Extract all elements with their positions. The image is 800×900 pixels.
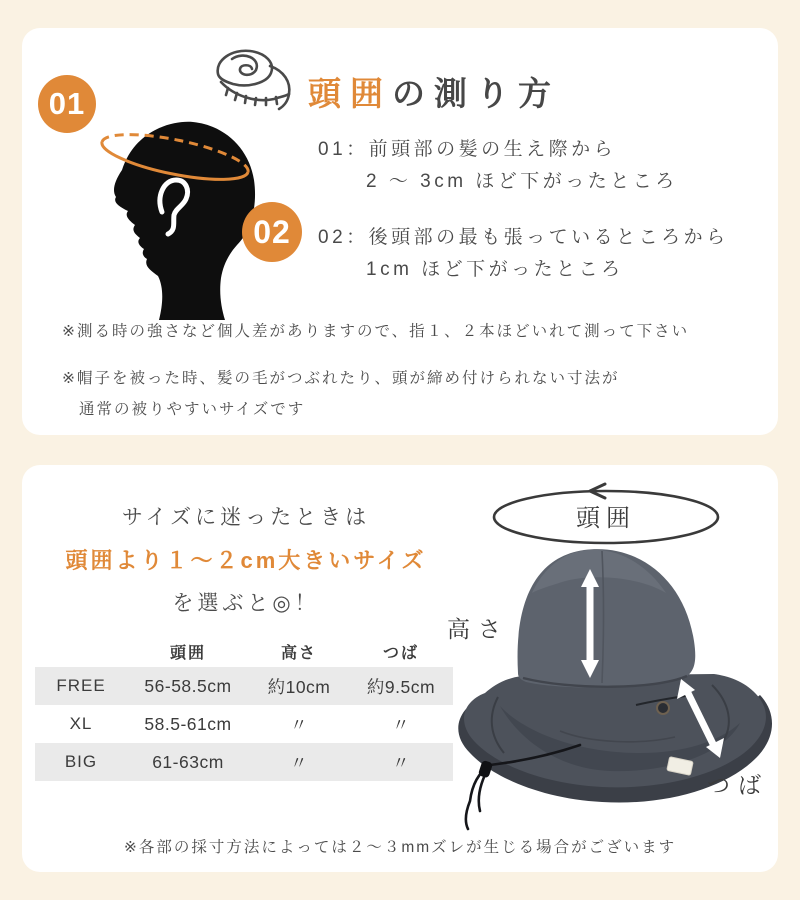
size-table-row-xl-size: XL — [35, 705, 127, 743]
title-rest: の測り方 — [392, 75, 560, 112]
size-table-header-circumference: 頭囲 — [169, 644, 206, 662]
hat-illustration — [430, 481, 778, 843]
step-1-badge — [38, 75, 96, 133]
size-table-row-big-height: 〃 — [249, 743, 349, 781]
step-1-text — [318, 134, 678, 198]
step-1-badge-label: 01 — [48, 86, 86, 121]
size-chart-card — [22, 465, 778, 872]
hat-label-brim: つば — [707, 772, 769, 798]
size-table-row-xl-circumference: 58.5-61cm — [127, 705, 249, 743]
head-silhouette — [114, 122, 255, 320]
size-table-row-xl-brim: 〃 — [349, 705, 453, 743]
size-table-row-free-size: FREE — [35, 667, 127, 705]
step-1-line-1: 01：前頭部の髪の生え際から — [318, 139, 617, 160]
size-table-header-height: 高さ — [280, 644, 317, 662]
size-table-row-free-brim: 約9.5cm — [349, 667, 453, 705]
measure-note-2-line-1: ※帽子を被った時、髪の毛がつぶれたり、頭が締め付けられない寸法が — [62, 370, 620, 387]
size-advice-line-3: を選ぶと◎！ — [172, 592, 320, 615]
measuring-guide-card — [22, 28, 778, 435]
section-title — [308, 68, 560, 115]
size-table-row-free-circumference: 56-58.5cm — [127, 667, 249, 705]
size-table-row-big-brim: 〃 — [349, 743, 453, 781]
step-2-badge — [242, 202, 302, 262]
size-table-header-brim: つば — [382, 644, 419, 662]
title-highlight: 頭囲 — [308, 75, 392, 112]
size-table-header-size — [35, 635, 127, 667]
step-2-line-2: 1cm ほど下がったところ — [366, 259, 624, 280]
head-silhouette-illustration — [98, 118, 258, 320]
size-table-row-free-height: 約10cm — [249, 667, 349, 705]
size-advice-line-2: 頭囲より１～２cm大きいサイズ — [65, 548, 427, 573]
size-chart-footnote: ※各部の採寸方法によっては２～３mmズレが生じる場合がございます — [123, 839, 677, 856]
size-table-row-xl-height: 〃 — [249, 705, 349, 743]
size-table — [35, 635, 453, 781]
size-advice-heading — [22, 501, 470, 617]
tape-measure-icon — [194, 40, 302, 120]
step-1-line-2: 2 ～ 3cm ほど下がったところ — [366, 171, 678, 192]
step-2-badge-label: 02 — [253, 213, 291, 250]
hat-label-height: 高さ — [447, 616, 509, 642]
step-2-text — [318, 222, 729, 286]
measure-note-2 — [62, 363, 620, 425]
measure-note-2-line-2: 通常の被りやすいサイズです — [79, 401, 306, 418]
size-advice-line-1: サイズに迷ったときは — [121, 506, 371, 529]
size-table-row-big-size: BIG — [35, 743, 127, 781]
size-table-row-big-circumference: 61-63cm — [127, 743, 249, 781]
measure-note-1: ※測る時の強さなど個人差がありますので、指１、２本ほどいれて測って下さい — [62, 323, 690, 340]
step-2-line-1: 02：後頭部の最も張っているところから — [318, 227, 729, 248]
hat-label-circumference: 頭囲 — [576, 505, 636, 532]
